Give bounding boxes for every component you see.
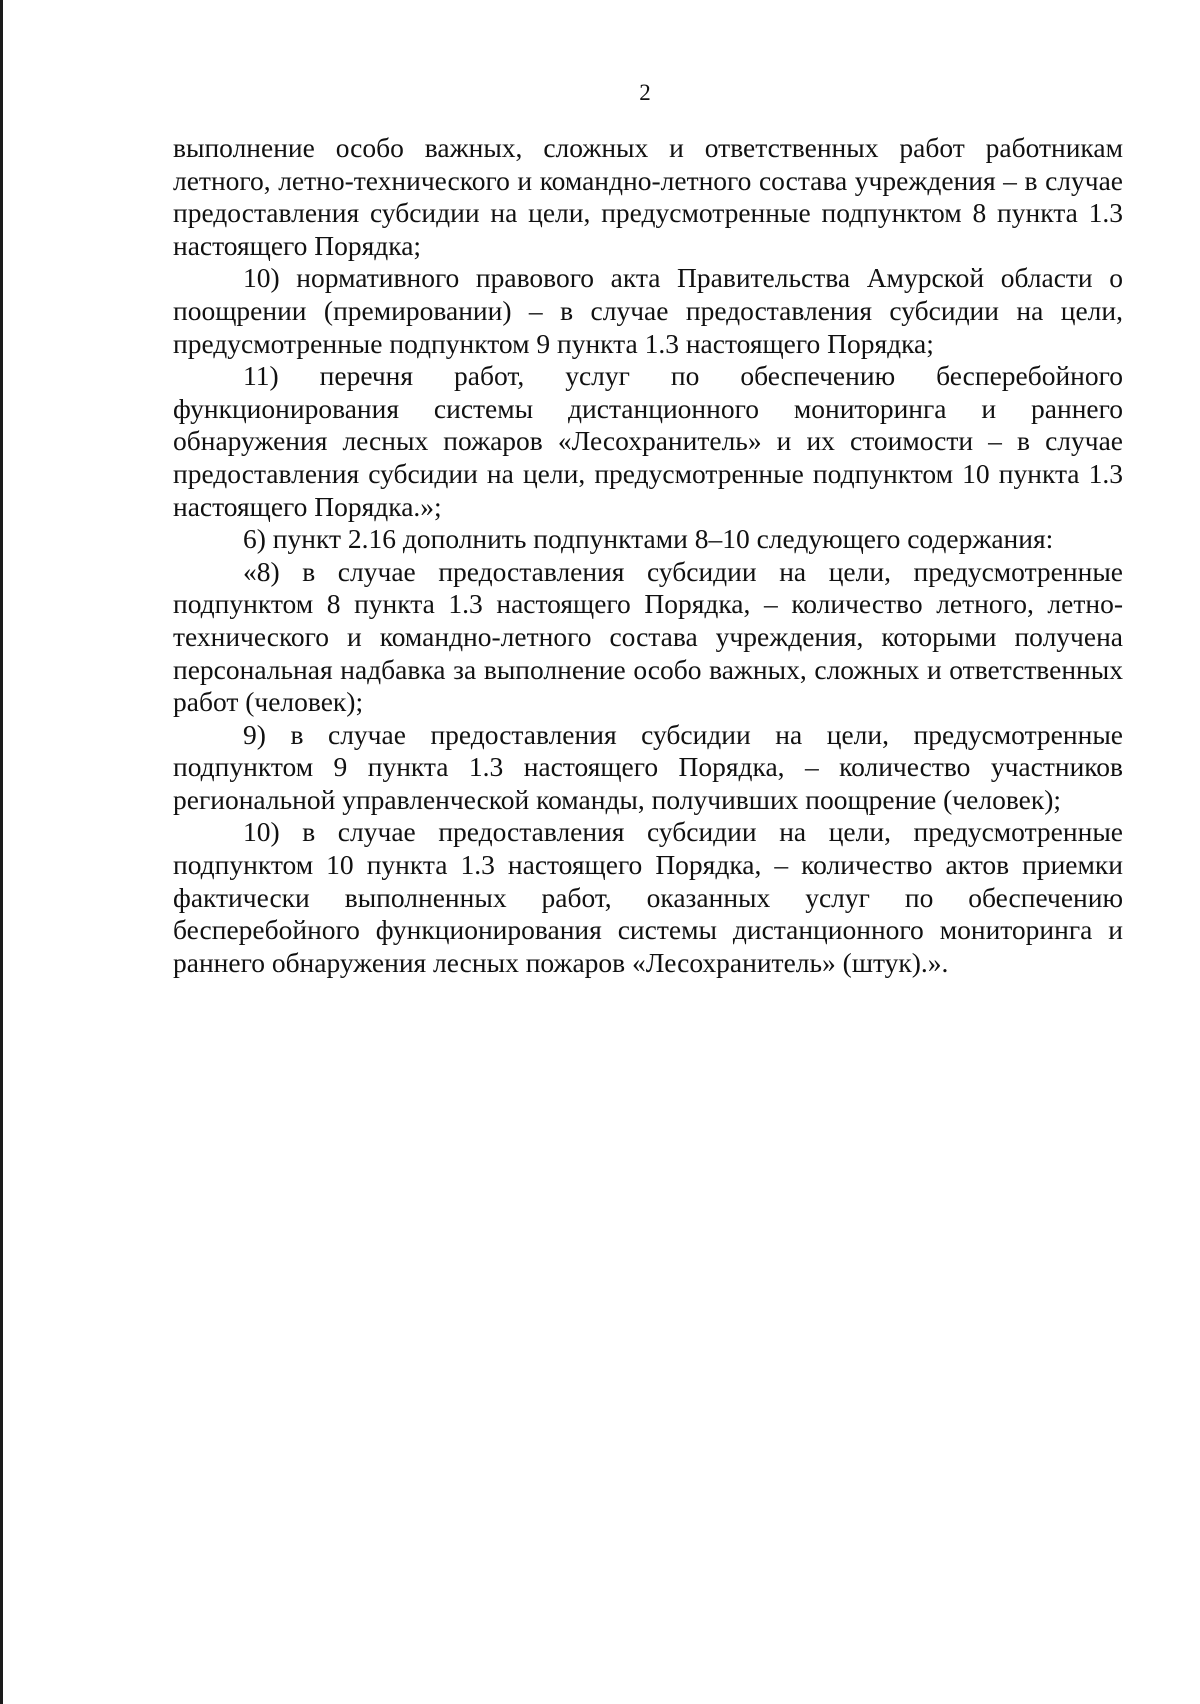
paragraph-6: 9) в случае предоставления субсидии на цели, предусмотренные подпунктом 9 пункта 1.3 настоящего Порядка, – количество участников региональной управленческой команды, получивших поощрение (человек);	[173, 718, 1123, 815]
paragraph-5: «8) в случае предоставления субсидии на цели, предусмотренные подпунктом 8 пункта 1.3 настоящего Порядка, – количество летного, летно-технического и командно-летного состава учреждения, которыми получена персональная надбавка за выполнение особо важных, сложных и ответственных работ (человек);	[173, 555, 1123, 718]
paragraph-3: 11) перечня работ, услуг по обеспечению бесперебойного функционирования системы дистанционного мониторинга и раннего обнаружения лесных пожаров «Лесохранитель» и их стоимости – в случае предоставления субсидии на цели, предусмотренные подпунктом 10 пункта 1.3 настоящего Порядка.»;	[173, 360, 1123, 522]
document-body	[173, 132, 1123, 979]
page-number: 2	[639, 80, 651, 105]
paragraph-4: 6) пункт 2.16 дополнить подпунктами 8–10 следующего содержания:	[243, 523, 1054, 555]
scan-page-edge	[0, 0, 3, 1704]
paragraph-1: выполнение особо важных, сложных и ответственных работ работникам летного, летно-технического и командно-летного состава учреждения – в случае предоставления субсидии на цели, предусмотренные подпунктом 8 пункта 1.3 настоящего Порядка;	[173, 132, 1123, 261]
paragraph-7: 10) в случае предоставления субсидии на цели, предусмотренные подпунктом 10 пункта 1.3 настоящего Порядка, – количество актов приемки фактически выполненных работ, оказанных услуг по обеспечению бесперебойного функционирования системы дистанционного мониторинга и раннего обнаружения лесных пожаров «Лесохранитель» (штук).».	[173, 816, 1123, 978]
paragraph-2: 10) нормативного правового акта Правительства Амурской области о поощрении (премировании) – в случае предоставления субсидии на цели, предусмотренные подпунктом 9 пункта 1.3 настоящего Порядка;	[173, 262, 1123, 359]
